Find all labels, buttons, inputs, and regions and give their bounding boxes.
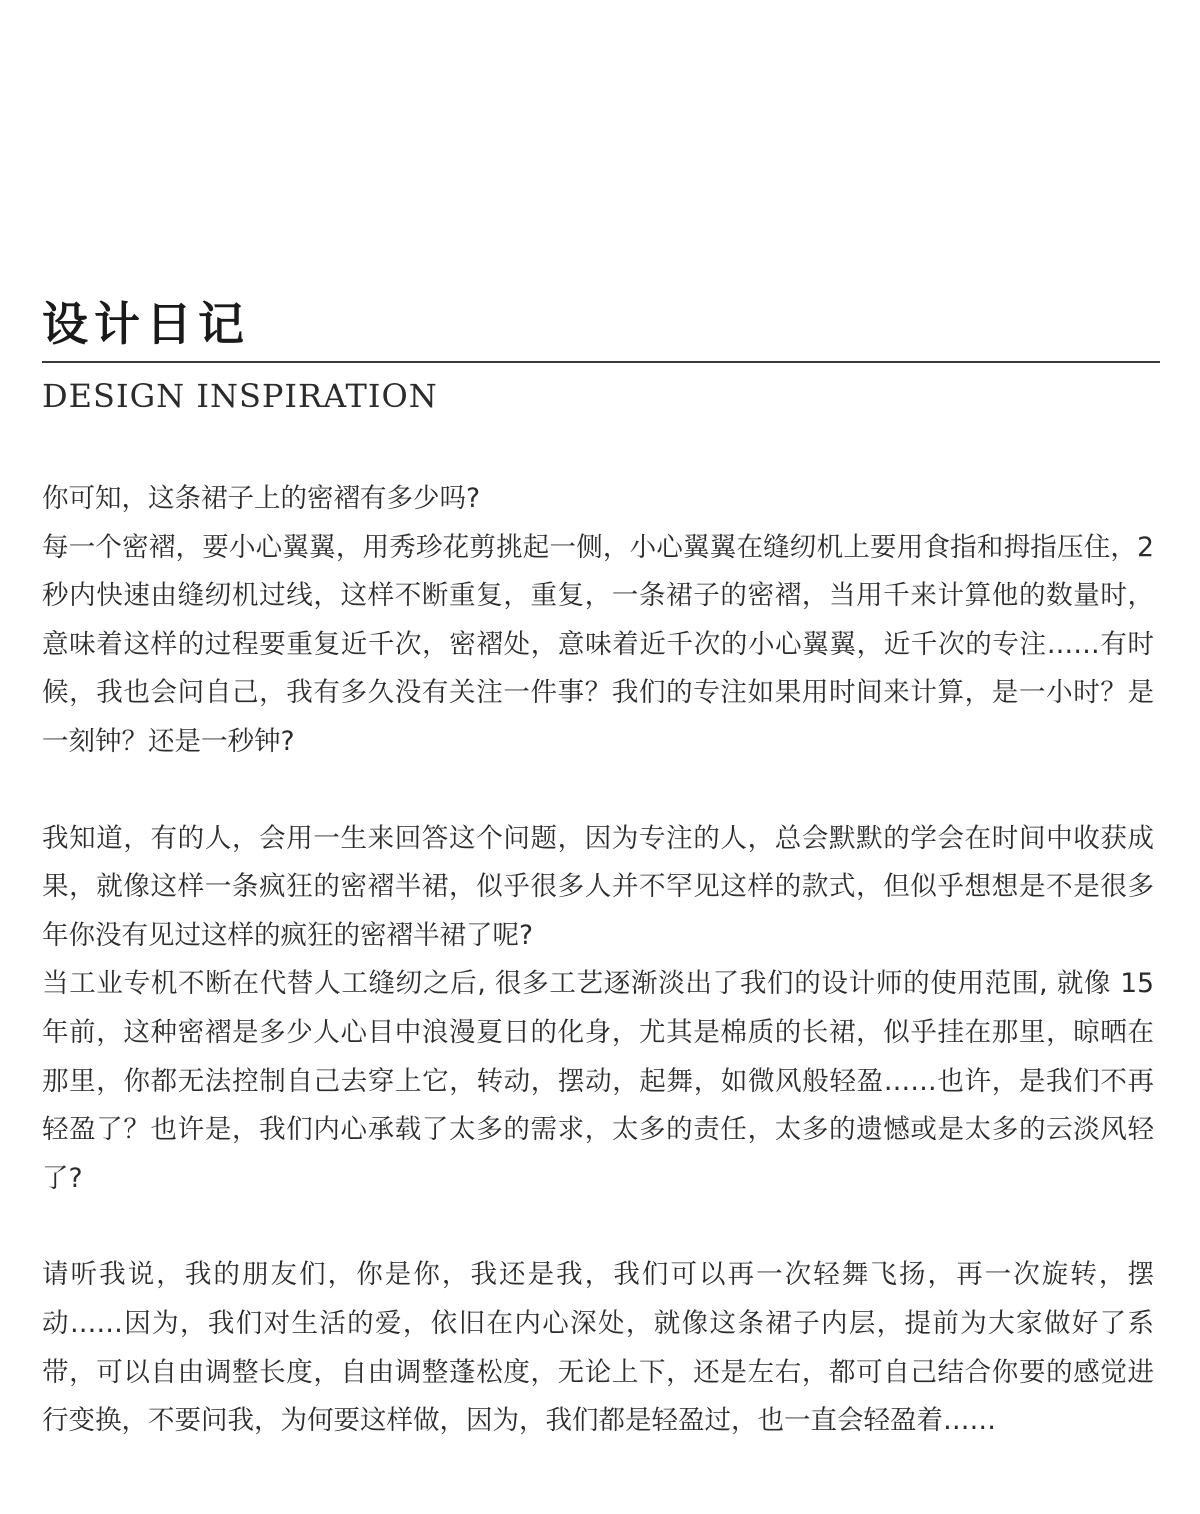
page-subtitle: DESIGN INSPIRATION — [42, 377, 438, 415]
paragraph: 当工业专机不断在代替人工缝纫之后, 很多工艺逐渐淡出了我们的设计师的使用范围, 就像 15 年前，这种密褶是多少人心目中浪漫夏日的化身，尤其是棉质的长裙，似乎挂在那里，晾晒在那里，你都无法控制自己去穿上它，转动，摆动，起舞，如微风般轻盈……也许，是我们不再轻盈了？也许是，我们内心承载了太多的需求，太多的责任，太多的遗憾或是太多的云淡风轻了? — [42, 968, 1154, 1194]
paragraph: 请听我说，我的朋友们，你是你，我还是我，我们可以再一次轻舞飞扬，再一次旋转，摆动……因为，我们对生活的爱，依旧在内心深处，就像这条裙子内层，提前为大家做好了系带，可以自由调整长度，自由调整蓬松度，无论上下，还是左右，都可自己结合你要的感觉进行变换，不要问我，为何要这样做，因为，我们都是轻盈过，也一直会轻盈着…… — [42, 1259, 1154, 1437]
title-divider — [42, 361, 1160, 363]
paragraph: 你可知，这条裙子上的密褶有多少吗? — [42, 483, 481, 514]
article-body — [42, 475, 1154, 1446]
paragraph: 每一个密褶，要小心翼翼，用秀珍花剪挑起一侧，小心翼翼在缝纫机上要用食指和拇指压住，2 秒内快速由缝纫机过线，这样不断重复，重复，一条裙子的密褶，当用千来计算他的数量时，意味着这样的过程要重复近千次，密褶处，意味着近千次的小心翼翼，近千次的专注……有时候，我也会问自己，我有多久没有关注一件事？我们的专注如果用时间来计算，是一小时？是一刻钟？还是一秒钟? — [42, 531, 1154, 757]
section-header — [42, 292, 1160, 415]
paragraph-spacer — [42, 1203, 1154, 1251]
paragraph: 我知道，有的人，会用一生来回答这个问题，因为专注的人，总会默默的学会在时间中收获成果，就像这样一条疯狂的密褶半裙，似乎很多人并不罕见这样的款式，但似乎想想是不是很多年你没有见过这样的疯狂的密褶半裙了呢? — [42, 822, 1154, 951]
page-title: 设计日记 — [42, 297, 250, 351]
paragraph-spacer — [42, 767, 1154, 815]
